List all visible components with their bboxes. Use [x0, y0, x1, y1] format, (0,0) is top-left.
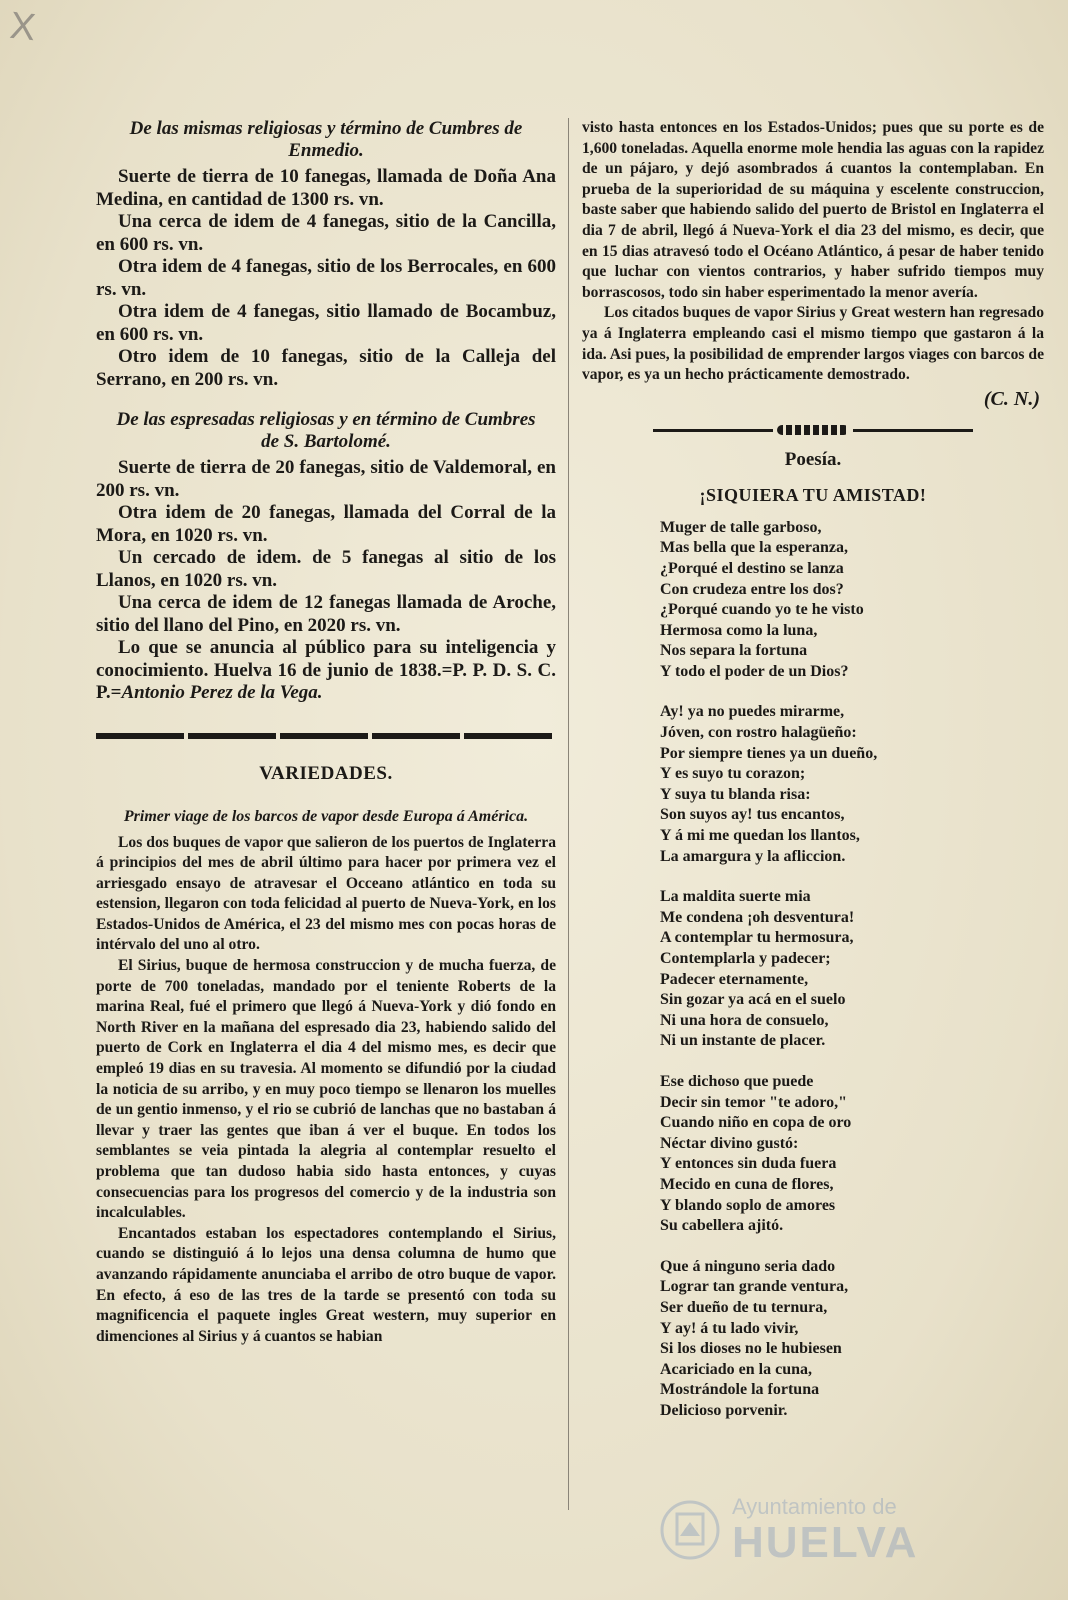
poem-verse: Hermosa como la luna,: [660, 621, 818, 639]
poem-verse: Me condena ¡oh desventura!: [660, 908, 855, 926]
poem-verse: Padecer eternamente,: [660, 970, 809, 988]
ornament-knot: [777, 425, 849, 435]
poem-verse: ¿Porqué cuando yo te he visto: [660, 601, 864, 619]
watermark-line1: Ayuntamiento de: [732, 1494, 897, 1519]
poem-stanza: [660, 1072, 1044, 1237]
poem-verse: Delicioso porvenir.: [660, 1401, 788, 1419]
article-paragraph: Los citados buques de vapor Sirius y Great western han regresado ya á Inglaterra empleando casi el mismo tiempo que gastaron á la ida. Asi pues, la posibilidad de emprender largos viages con barcos de vapor, es ya un hecho prácticamente demostrado.: [582, 304, 1044, 384]
block2-item: Otra idem de 20 fanegas, llamada del Corral de la Mora, en 1020 rs. vn.: [96, 502, 556, 546]
poem-verse: Con crudeza entre los dos?: [660, 580, 844, 598]
watermark: [660, 1494, 980, 1574]
poem-verse: Por siempre tienes ya un dueño,: [660, 744, 878, 762]
poem-verse: Ni un instante de placer.: [660, 1032, 826, 1050]
article-body-left: [96, 833, 556, 1348]
poem-verse: La maldita suerte mia: [660, 888, 811, 906]
poem-verse: Ni una hora de consuelo,: [660, 1011, 829, 1029]
poem-verse: Y es suyo tu corazon;: [660, 765, 806, 783]
block2-item: Un cercado de idem. de 5 fanegas al sitio de los Llanos, en 1020 rs. vn.: [96, 547, 556, 591]
block2-heading: De las espresadas religiosas y en término de Cumbres de S. Bartolomé.: [116, 409, 536, 452]
block1-item: Otra idem de 4 fanegas, sitio de los Berrocales, en 600 rs. vn.: [96, 256, 556, 300]
ornament-divider: [653, 425, 973, 435]
poem-verse: Son suyos ay! tus encantos,: [660, 806, 845, 824]
poem-verse: Y suya tu blanda risa:: [660, 785, 811, 803]
poem-verse: Y á mi me quedan los llantos,: [660, 827, 860, 845]
poem-verse: Ser dueño de tu ternura,: [660, 1298, 828, 1316]
poem-verse: Que á ninguno seria dado: [660, 1257, 836, 1275]
corner-mark: X: [7, 4, 38, 50]
poem-verse: A contemplar tu hermosura,: [660, 929, 854, 947]
poem-verse: Decir sin temor "te adoro,": [660, 1093, 848, 1111]
block1-heading: De las mismas religiosas y término de Cumbres de Enmedio.: [129, 118, 523, 161]
poem-verse: Nos separa la fortuna: [660, 642, 808, 660]
article-body-right: [582, 118, 1044, 386]
closing-text: Lo que se anuncia al público para su inteligencia y conocimiento. Huelva 16 de junio de 1838.=P. P. D. S. C. P.=: [96, 637, 556, 703]
poem-verse: Mecido en cuna de flores,: [660, 1175, 834, 1193]
right-column: [582, 118, 1044, 1441]
block1-item: Suerte de tierra de 10 fanegas, llamada de Doña Ana Medina, en cantidad de 1300 rs. vn.: [96, 166, 556, 210]
poem-verse: Si los dioses no le hubiesen: [660, 1340, 842, 1358]
closing-signature: Antonio Perez de la Vega.: [121, 682, 323, 703]
poem-verse: Contemplarla y padecer;: [660, 950, 831, 967]
article-paragraph: El Sirius, buque de hermosa construccion y de mucha fuerza, de porte de 700 toneladas, mandado por el teniente Roberts de la marina Real, fué el primero que llegó á Nueva-York y dió fondo en North River en la mañana del espresado dia 23, habiendo salido del puerto de Cork en Inglaterra el dia 4 del mismo mes, es decir que empleó 19 dias en su travesia. Al momento se difundió por la ciudad la noticia de su arribo, y en muy poco tiempo se llenaron los muelles de un gentio inmenso, y el rio se cubrió de lanchas que no bastaban á llevar y traer las gentes que iban á ver el buque. En todos los semblantes se veia pintada la alegria al contemplar resuelto el problema que tan dudoso habia sido hasta entonces, y cuyas consecuencias para los progresos del comercio y de la industria son incalculables.: [96, 957, 556, 1222]
poem-stanza: [660, 702, 1044, 867]
article-initials: (C. N.): [983, 387, 1040, 410]
poem-stanza: [660, 1257, 1044, 1422]
block2-item: Suerte de tierra de 20 fanegas, sitio de Valdemoral, en 200 rs. vn.: [96, 457, 556, 501]
poem-body: [582, 518, 1044, 1422]
poem-verse: Lograr tan grande ventura,: [660, 1278, 849, 1296]
article-paragraph: Encantados estaban los espectadores contemplando el Sirius, cuando se distinguió á lo lejos una densa columna de humo que avanzando rápidamente anunciaba el arribo de otro buque de vapor. En efecto, á eso de las tres de la tarde se presentó con toda su magnificencia el paquete ingles Great western, muy superior en dimenciones al Sirius y á cuantos se habian: [96, 1224, 556, 1345]
poem-verse: Acariciado en la cuna,: [660, 1360, 812, 1378]
poem-verse: Y todo el poder de un Dios?: [660, 662, 849, 680]
poem-stanza: [660, 518, 1044, 683]
poem-verse: Mas bella que la esperanza,: [660, 539, 848, 557]
poem-verse: La amargura y la afliccion.: [660, 847, 846, 865]
poem-verse: Ay! ya no puedes mirarme,: [660, 703, 845, 721]
poem-verse: ¿Porqué el destino se lanza: [660, 559, 844, 577]
article-paragraph: Los dos buques de vapor que salieron de los puertos de Inglaterra á principios del mes de abril último para hacer por primera vez el arriesgado ensayo de atravesar el Occeano atlántico en toda su estension, llegaron con toda felicidad al puerto de Nueva-York, en los Estados-Unidos de América, el 23 del mismo mes con pocas horas de intérvalo del uno al otro.: [96, 833, 556, 954]
watermark-line2: HUELVA: [732, 1518, 919, 1567]
block1-item: Otro idem de 10 fanegas, sitio de la Calleja del Serrano, en 200 rs. vn.: [96, 346, 556, 390]
poem-verse: Y blando soplo de amores: [660, 1196, 836, 1214]
poetry-section-title: Poesía.: [784, 448, 842, 470]
poem-stanza: [660, 887, 1044, 1052]
poem-verse: Mostrándole la fortuna: [660, 1381, 820, 1399]
left-column: [96, 118, 556, 1347]
ornament-bar: [853, 429, 973, 432]
closing-notice: [96, 637, 556, 705]
section-title-variedades: VARIEDADES.: [259, 762, 393, 784]
article-paragraph: visto hasta entonces en los Estados-Unidos; pues que su porte es de 1,600 toneladas. Aquella enorme mole hendia las aguas con la rapidez de un pájaro, y dejó asombrados á cuantos la contemplaban. En prueba de la superioridad de su máquina y escelente construccion, baste saber que habiendo salido del puerto de Bristol en Inglaterra el dia 7 de abril, llegó á Nueva-York el dia 23 del mismo, es decir, que en 15 dias atravesó todo el Océano Atlántico, á pesar de haber tenido que luchar con vientos contrarios, y haber sufrido tiempos muy borrascosos, todo sin haber esperimentado la menor avería.: [582, 119, 1044, 301]
poem-verse: Jóven, con rostro halagüeño:: [660, 724, 857, 742]
block1-item: Otra idem de 4 fanegas, sitio llamado de Bocambuz, en 600 rs. vn.: [96, 301, 556, 345]
poem-verse: Cuando niño en copa de oro: [660, 1114, 852, 1132]
poem-title: ¡SIQUIERA TU AMISTAD!: [699, 484, 927, 505]
poem-verse: Su cabellera ajitó.: [660, 1217, 784, 1235]
coat-of-arms-icon: [660, 1494, 720, 1566]
poem-verse: Muger de talle garboso,: [660, 518, 822, 536]
block2-list: [96, 457, 556, 637]
poem-verse: Y entonces sin duda fuera: [660, 1155, 837, 1173]
ornament-bar: [653, 429, 773, 432]
block1-item: Una cerca de idem de 4 fanegas, sitio de la Cancilla, en 600 rs. vn.: [96, 211, 556, 255]
article-title: Primer viage de los barcos de vapor desde Europa á América.: [123, 807, 529, 825]
block2-item: Una cerca de idem de 12 fanegas llamada de Aroche, sitio del llano del Pino, en 2020 rs. vn.: [96, 592, 556, 636]
block1-list: [96, 166, 556, 391]
section-rule: [96, 733, 556, 739]
poem-verse: Sin gozar ya acá en el suelo: [660, 991, 846, 1009]
column-divider: [568, 118, 569, 1510]
poem-verse: Néctar divino gustó:: [660, 1134, 799, 1152]
poem-verse: Ese dichoso que puede: [660, 1072, 814, 1090]
poem-verse: Y ay! á tu lado vivir,: [660, 1319, 799, 1337]
